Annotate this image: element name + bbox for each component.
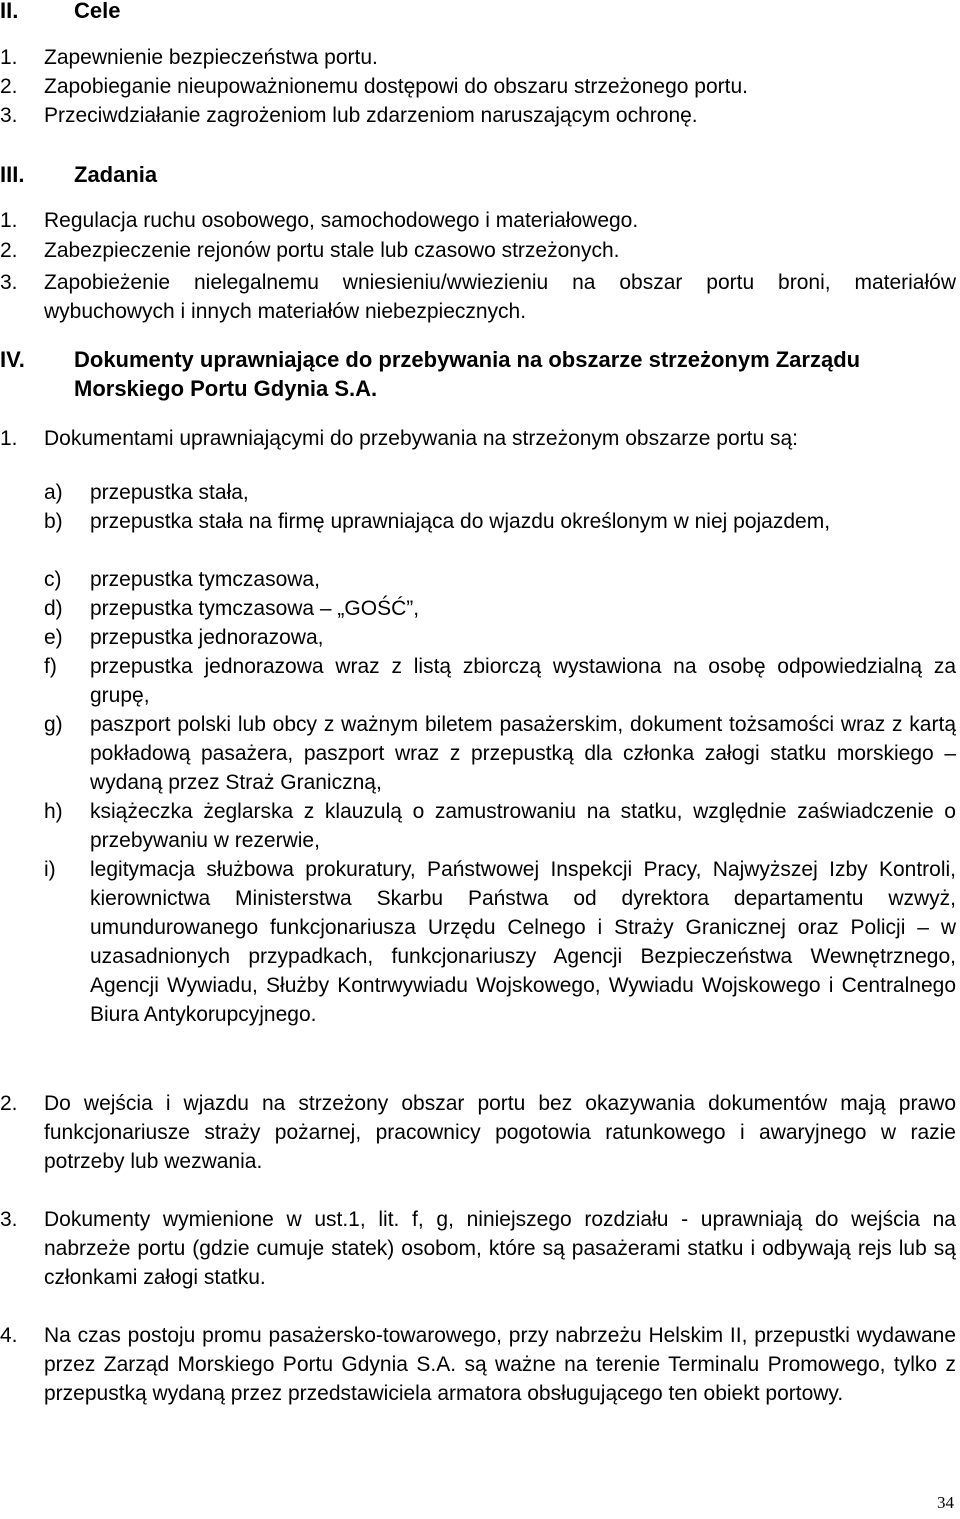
item-number: 1.: [0, 209, 18, 232]
section-title: Cele: [74, 0, 121, 23]
paragraph: [0, 1205, 960, 1292]
list-item: [0, 268, 960, 326]
paragraph-text: Dokumentami uprawniającymi do przebywania na strzeżonym obszarze portu są:: [44, 427, 799, 450]
lettered-item: [0, 855, 960, 1058]
section-heading-cele: [0, 0, 930, 26]
paragraph-number: 4.: [0, 1324, 18, 1347]
item-text: przepustka stała,: [90, 481, 249, 504]
item-letter: f): [44, 655, 57, 678]
item-number: 3.: [0, 271, 18, 294]
section-number: III.: [0, 162, 25, 187]
paragraph-number: 2.: [0, 1092, 18, 1115]
section-title: Zadania: [74, 162, 158, 187]
item-text: Zapewnienie bezpieczeństwa portu.: [44, 46, 378, 69]
item-text: przepustka tymczasowa – „GOŚĆ”,: [90, 597, 420, 620]
item-text: legitymacja służbowa prokuratury, Państwowej Inspekcji Pracy, Najwyższej Izby Kontroli, kierownictwa Ministerstwa Skarbu Państwa od dyrektora departamentu wzwyż, umundurowanego funkcjonariusza Urzędu Celnego i Straży Granicznej oraz Policji – w uzasadnionych przypadkach, funkcjonariuszy Agencji Bezpieczeństwa Wewnętrznego, Agencji Wywiadu, Służby Kontrwywiadu Wojskowego, Wywiadu Wojskowego i Centralnego Biura Antykorupcyjnego.: [90, 858, 956, 1026]
item-letter: c): [44, 568, 62, 591]
lettered-item: [0, 507, 960, 565]
list-item: [0, 236, 960, 265]
paragraph-number: 3.: [0, 1208, 18, 1231]
lettered-item: [0, 623, 960, 652]
section-heading-dokumenty: [0, 345, 930, 405]
item-number: 2.: [0, 75, 18, 98]
item-letter: i): [44, 858, 56, 881]
item-number: 2.: [0, 239, 18, 262]
item-letter: b): [44, 510, 63, 533]
item-text: przepustka tymczasowa,: [90, 568, 320, 591]
paragraph-text: Na czas postoju promu pasażersko-towarowego, przy nabrzeżu Helskim II, przepustki wydawane przez Zarząd Morskiego Portu Gdynia S.A. są ważne na terenie Terminalu Promowego, tylko z przepustką wydaną przez przedstawiciela armatora obsługującego ten obiekt portowy.: [44, 1324, 956, 1405]
item-number: 1.: [0, 46, 18, 69]
item-letter: e): [44, 626, 63, 649]
lettered-item: [0, 478, 960, 507]
section-heading-zadania: [0, 160, 930, 190]
lettered-item: [0, 652, 960, 710]
paragraph-text: Dokumenty wymienione w ust.1, lit. f, g, niniejszego rozdziału - uprawniają do wejścia na nabrzeże portu (gdzie cumuje statek) osobom, które są pasażerami statku i odbywają rejs lub są członkami załogi statku.: [44, 1208, 956, 1289]
paragraph-number: 1.: [0, 427, 18, 450]
item-text: przepustka jednorazowa,: [90, 626, 324, 649]
section-title: Dokumenty uprawniające do przebywania na obszarze strzeżonym Zarządu Morskiego Portu Gdynia S.A.: [74, 347, 861, 401]
item-text: paszport polski lub obcy z ważnym biletem pasażerskim, dokument tożsamości wraz z kartą pokładową pasażera, paszport wraz z przepustką dla członka załogi statku morskiego – wydaną przez Straż Graniczną,: [90, 713, 956, 794]
item-text: Zabezpieczenie rejonów portu stale lub czasowo strzeżonych.: [44, 239, 620, 262]
item-text: Zapobieżenie nielegalnemu wniesieniu/wwiezieniu na obszar portu broni, materiałów wybuchowych i innych materiałów niebezpiecznych.: [44, 271, 956, 323]
item-text: przepustka stała na firmę uprawniająca do wjazdu określonym w niej pojazdem,: [90, 510, 831, 533]
item-text: Przeciwdziałanie zagrożeniom lub zdarzeniom naruszającym ochronę.: [44, 104, 698, 127]
paragraph: [0, 1089, 960, 1176]
item-letter: h): [44, 800, 63, 823]
item-text: przepustka jednorazowa wraz z listą zbiorczą wystawiona na osobę odpowiedzialną za grupę,: [90, 655, 956, 707]
item-letter: a): [44, 481, 63, 504]
lettered-item: [0, 594, 960, 623]
list-item: [0, 72, 960, 101]
page-number: 34: [937, 1493, 954, 1512]
lettered-item: [0, 565, 960, 594]
list-item: [0, 101, 960, 130]
section-number: IV.: [0, 347, 25, 372]
paragraph: [0, 1321, 960, 1437]
paragraph: [0, 424, 960, 453]
item-text: Regulacja ruchu osobowego, samochodowego i materiałowego.: [44, 209, 639, 232]
item-letter: g): [44, 713, 63, 736]
item-text: książeczka żeglarska z klauzulą o zamustrowaniu na statku, względnie zaświadczenie o przebywaniu w rezerwie,: [90, 800, 956, 852]
list-item: [0, 43, 960, 72]
list-item: [0, 206, 960, 235]
lettered-item: [0, 797, 960, 855]
lettered-item: [0, 710, 960, 797]
paragraph-text: Do wejścia i wjazdu na strzeżony obszar portu bez okazywania dokumentów mają prawo funkcjonariusze straży pożarnej, pracownicy pogotowia ratunkowego i awaryjnego w razie potrzeby lub wezwania.: [44, 1092, 956, 1173]
item-letter: d): [44, 597, 63, 620]
item-number: 3.: [0, 104, 18, 127]
item-text: Zapobieganie nieupoważnionemu dostępowi do obszaru strzeżonego portu.: [44, 75, 748, 98]
section-number: II.: [0, 0, 19, 23]
